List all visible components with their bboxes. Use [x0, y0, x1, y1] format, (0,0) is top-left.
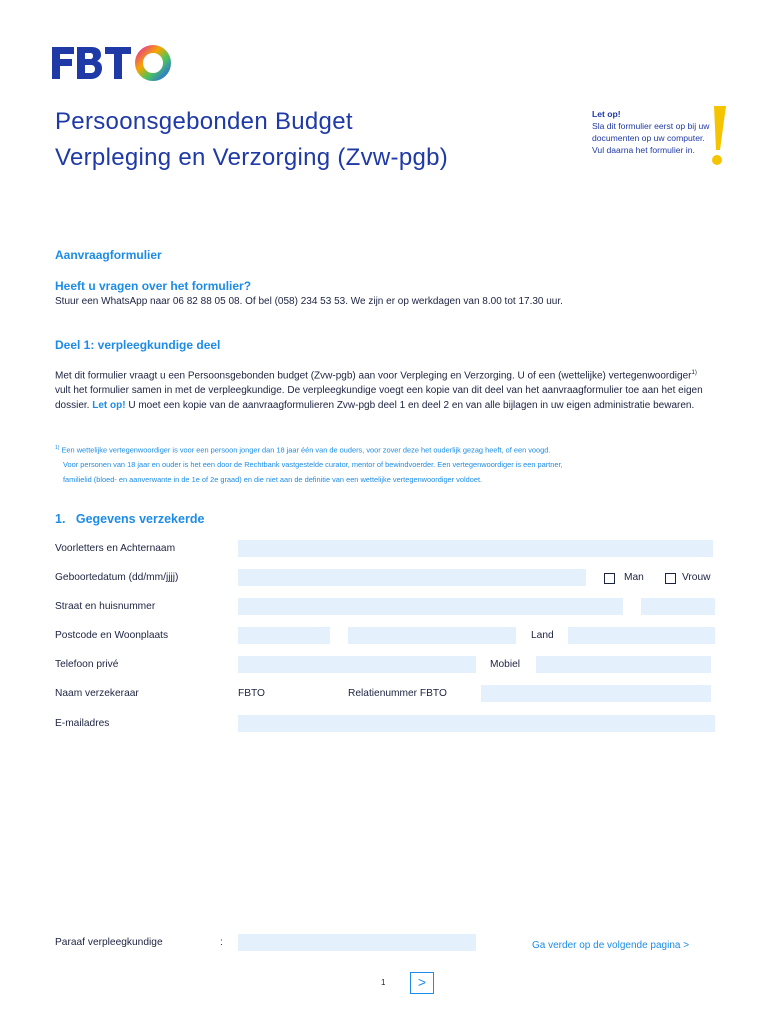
label-phone: Telefoon privé: [55, 659, 119, 670]
exclamation-icon: [704, 104, 728, 168]
title-line-2: Verpleging en Verzorging (Zvw-pgb): [55, 144, 449, 171]
section-number: 1.: [55, 512, 66, 526]
label-mobile: Mobiel: [490, 659, 521, 670]
vrouw-checkbox[interactable]: [665, 573, 676, 584]
footnote: [55, 441, 735, 487]
label-dob: Geboortedatum (dd/mm/jjjj): [55, 572, 179, 583]
label-street: Straat en huisnummer: [55, 601, 156, 612]
continue-link[interactable]: Ga verder op de volgende pagina >: [532, 940, 690, 951]
label-signature: Paraaf verpleegkundige: [55, 937, 163, 948]
deel1-paragraph: [55, 366, 715, 413]
form-type-heading: Aanvraagformulier: [55, 248, 162, 262]
label-vrouw: Vrouw: [682, 572, 711, 583]
deel1-text-1: Met dit formulier vraagt u een Persoonsgebonden budget (Zvw-pgb) aan voor Verpleging en Verzorging. U of een (wettelijke) vertegenwoordiger: [55, 370, 692, 382]
city-field[interactable]: [348, 627, 516, 644]
label-land: Land: [531, 630, 554, 641]
deel1-heading: Deel 1: verpleegkundige deel: [55, 338, 221, 352]
questions-text: Stuur een WhatsApp naar 06 82 88 05 08. Of bel (058) 234 53 53. We zijn er op werkdagen van 8.00 tot 17.30 uur.: [55, 296, 563, 307]
label-insurer: Naam verzekeraar: [55, 688, 139, 699]
dob-field[interactable]: [238, 569, 586, 586]
housenumber-field[interactable]: [641, 598, 715, 615]
country-field[interactable]: [568, 627, 715, 644]
page-number: 1: [381, 978, 386, 987]
label-relation: Relatienummer FBTO: [348, 688, 447, 699]
save-notice: [592, 108, 714, 156]
page-title: [55, 104, 448, 176]
footnote-line-2: Voor personen van 18 jaar en ouder is het een door de Rechtbank vastgestelde curator, mentor of bewindvoerder. Een vertegenwoordiger is een partner,: [63, 460, 563, 470]
label-man: Man: [624, 572, 644, 583]
footnote-mark: 1): [55, 445, 60, 451]
section-1-heading: [55, 512, 204, 526]
street-field[interactable]: [238, 598, 623, 615]
notice-text: Sla dit formulier eerst op bij uw documenten op uw computer. Vul daarna het formulier in.: [592, 121, 710, 155]
label-name: Voorletters en Achternaam: [55, 543, 176, 554]
next-page-button[interactable]: >: [410, 972, 434, 994]
notice-heading: Let op!: [592, 109, 621, 119]
man-checkbox[interactable]: [604, 573, 615, 584]
fbto-logo: [50, 43, 174, 83]
signature-field[interactable]: [238, 934, 476, 951]
title-line-1: Persoonsgebonden Budget: [55, 108, 353, 135]
phone-field[interactable]: [238, 656, 476, 673]
postcode-field[interactable]: [238, 627, 330, 644]
footnote-line-3: familielid (bloed- en aanverwante in de 1e of 2e graad) en die niet aan de definitie van een wettelijke vertegenwoordiger voldoet.: [63, 475, 483, 485]
deel1-text-2: vult het formulier samen in met de verpleegkundige. De verpleegkundige voegt een kopie van dit deel van het aanvraagformulier toe aan het eigen dossier.: [55, 385, 703, 412]
section-title: Gegevens verzekerde: [75, 512, 205, 526]
label-email: E-mailadres: [55, 718, 110, 729]
questions-heading: Heeft u vragen over het formulier?: [55, 279, 252, 293]
mobile-field[interactable]: [536, 656, 711, 673]
footnote-ref: 1): [691, 370, 697, 376]
label-postcode: Postcode en Woonplaats: [55, 630, 169, 641]
insurer-value: FBTO: [238, 688, 265, 699]
deel1-text-3: U moet een kopie van de aanvraagformulieren Zvw-pgb deel 1 en deel 2 en van alle bijlagen in uw eigen administratie bewaren.: [125, 400, 695, 412]
deel1-letop: Let op!: [92, 400, 126, 412]
relation-number-field[interactable]: [481, 685, 711, 702]
signature-colon: :: [220, 937, 223, 948]
name-field[interactable]: [238, 540, 713, 557]
footnote-line-1: Een wettelijke vertegenwoordiger is voor een persoon jonger dan 18 jaar één van de ouders, voor zover deze het ouderlijk gezag heeft, of een voogd.: [59, 445, 551, 455]
email-field[interactable]: [238, 715, 715, 732]
